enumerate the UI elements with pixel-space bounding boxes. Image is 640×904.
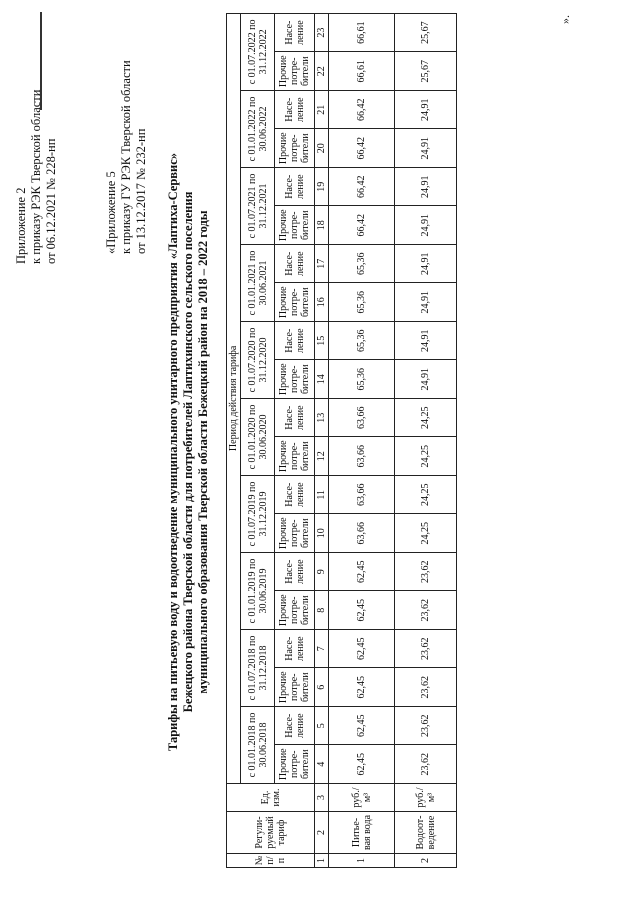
population-header: Насе-ление xyxy=(275,322,315,361)
column-number: 5 xyxy=(315,707,329,746)
column-number: 8 xyxy=(315,591,329,630)
tariff-value: 24,25 xyxy=(395,399,457,438)
period-header: с 01.07.2021 по 31.12.2021 xyxy=(241,168,275,245)
other-consumers-header: Прочие потре-бители xyxy=(275,283,315,322)
column-number: 14 xyxy=(315,360,329,399)
column-number: 18 xyxy=(315,206,329,245)
column-number: 11 xyxy=(315,476,329,515)
period-header: с 01.07.2022 по 31.12.2022 xyxy=(241,13,275,90)
tariff-value: 62,45 xyxy=(329,668,395,707)
appendix-line-2: к приказу РЭК Тверской области xyxy=(29,89,43,264)
column-number: 12 xyxy=(315,437,329,476)
col-head-tariff: Регули-руемый тариф xyxy=(227,812,315,854)
appendix-block-1 xyxy=(14,90,59,264)
other-consumers-header: Прочие потре-бители xyxy=(275,437,315,476)
column-number: 15 xyxy=(315,322,329,361)
tariff-value: 23,62 xyxy=(395,668,457,707)
column-number: 19 xyxy=(315,168,329,207)
tariff-value: 23,62 xyxy=(395,591,457,630)
population-header: Насе-ление xyxy=(275,476,315,515)
population-header: Насе-ление xyxy=(275,707,315,746)
row-number: 1 xyxy=(329,854,395,868)
other-consumers-header: Прочие потре-бители xyxy=(275,591,315,630)
tariff-value: 62,45 xyxy=(329,630,395,669)
population-header: Насе-ление xyxy=(275,630,315,669)
unit: руб./м³ xyxy=(395,784,457,812)
period-header: с 01.07.2019 по 31.12.2019 xyxy=(241,476,275,553)
appendix-line-4: «Приложение 5 xyxy=(104,171,118,254)
document-title xyxy=(166,0,211,904)
row-number: 2 xyxy=(395,854,457,868)
other-consumers-header: Прочие потре-бители xyxy=(275,514,315,553)
column-number: 23 xyxy=(315,13,329,52)
header-row-consumer-types xyxy=(275,13,315,867)
table-row xyxy=(395,13,457,867)
tariff-value: 62,45 xyxy=(329,591,395,630)
title-line-2: Бежецкого района Тверской области для потребителей Лаптихинского сельского поселения xyxy=(181,191,195,713)
tariff-value: 66,42 xyxy=(329,91,395,130)
appendix-line-3: от 06.12.2021 № 228-нп xyxy=(44,138,58,264)
appendix-line-1: Приложение 2 xyxy=(14,187,28,264)
tariff-value: 66,61 xyxy=(329,13,395,52)
tariff-value: 66,42 xyxy=(329,168,395,207)
period-header: с 01.01.2020 по 30.06.2020 xyxy=(241,399,275,476)
column-number: 10 xyxy=(315,514,329,553)
tariff-value: 24,25 xyxy=(395,476,457,515)
population-header: Насе-ление xyxy=(275,245,315,284)
appendix-line-5: к приказу ГУ РЭК Тверской области xyxy=(119,60,133,254)
other-consumers-header: Прочие потре-бители xyxy=(275,52,315,91)
tariff-table xyxy=(226,13,457,868)
column-number: 20 xyxy=(315,129,329,168)
col-head-period: Период действия тарифа xyxy=(227,13,241,783)
column-number: 3 xyxy=(315,784,329,812)
tariff-value: 24,25 xyxy=(395,514,457,553)
appendix-line-6: от 13.12.2017 № 232-нп xyxy=(134,128,148,254)
header-row-1 xyxy=(227,13,241,867)
column-number: 13 xyxy=(315,399,329,438)
period-header: с 01.01.2021 по 30.06.2021 xyxy=(241,245,275,322)
title-line-1: Тарифы на питьевую воду и водоотведение муниципального унитарного предприятия «Лаптиха-Сервис» xyxy=(166,152,180,752)
tariff-value: 25,67 xyxy=(395,13,457,52)
other-consumers-header: Прочие потре-бители xyxy=(275,360,315,399)
column-number: 1 xyxy=(315,854,329,868)
period-header: с 01.01.2019 по 30.06.2019 xyxy=(241,553,275,630)
period-header: с 01.01.2022 по 30.06.2022 xyxy=(241,91,275,168)
tariff-value: 62,45 xyxy=(329,745,395,784)
tariff-value: 24,25 xyxy=(395,437,457,476)
tariff-value: 63,66 xyxy=(329,437,395,476)
column-number: 2 xyxy=(315,812,329,854)
population-header: Насе-ление xyxy=(275,399,315,438)
tariff-value: 65,36 xyxy=(329,360,395,399)
column-number: 16 xyxy=(315,283,329,322)
col-head-unit: Ед. изм. xyxy=(227,784,315,812)
population-header: Насе-ление xyxy=(275,13,315,52)
header-row-periods xyxy=(241,13,275,867)
tariff-value: 66,42 xyxy=(329,129,395,168)
column-number: 21 xyxy=(315,91,329,130)
population-header: Насе-ление xyxy=(275,91,315,130)
other-consumers-header: Прочие потре-бители xyxy=(275,745,315,784)
column-number: 4 xyxy=(315,745,329,784)
tariff-name: Питье-вая вода xyxy=(329,812,395,854)
tariff-value: 65,36 xyxy=(329,322,395,361)
tariff-value: 66,61 xyxy=(329,52,395,91)
tariff-value: 24,91 xyxy=(395,283,457,322)
tariff-value: 23,62 xyxy=(395,553,457,592)
unit: руб./м³ xyxy=(329,784,395,812)
tariff-value: 62,45 xyxy=(329,553,395,592)
other-consumers-header: Прочие потре-бители xyxy=(275,206,315,245)
tariff-name: Водоот-ведение xyxy=(395,812,457,854)
tariff-value: 65,36 xyxy=(329,245,395,284)
closing-quote: ». xyxy=(558,15,572,24)
tariff-value: 24,91 xyxy=(395,322,457,361)
tariff-value: 24,91 xyxy=(395,91,457,130)
tariff-value: 23,62 xyxy=(395,630,457,669)
title-line-3: муниципального образования Тверской области Бежецкий район на 2018 – 2022 годы xyxy=(196,210,210,694)
column-number-row xyxy=(315,13,329,867)
tariff-value: 25,67 xyxy=(395,52,457,91)
tariff-value: 63,66 xyxy=(329,476,395,515)
tariff-value: 65,36 xyxy=(329,283,395,322)
tariff-value: 66,42 xyxy=(329,206,395,245)
tariff-value: 24,91 xyxy=(395,129,457,168)
tariff-value: 23,62 xyxy=(395,745,457,784)
column-number: 22 xyxy=(315,52,329,91)
column-number: 6 xyxy=(315,668,329,707)
appendix-block-2 xyxy=(104,60,149,254)
col-head-num: № п/п xyxy=(227,854,315,868)
population-header: Насе-ление xyxy=(275,168,315,207)
other-consumers-header: Прочие потре-бители xyxy=(275,129,315,168)
column-number: 17 xyxy=(315,245,329,284)
population-header: Насе-ление xyxy=(275,553,315,592)
tariff-value: 24,91 xyxy=(395,206,457,245)
other-consumers-header: Прочие потре-бители xyxy=(275,668,315,707)
period-header: с 01.07.2018 по 31.12.2018 xyxy=(241,630,275,707)
tariff-value: 23,62 xyxy=(395,707,457,746)
column-number: 7 xyxy=(315,630,329,669)
tariff-value: 62,45 xyxy=(329,707,395,746)
column-number: 9 xyxy=(315,553,329,592)
tariff-value: 63,66 xyxy=(329,514,395,553)
tariff-value: 24,91 xyxy=(395,168,457,207)
period-header: с 01.07.2020 по 31.12.2020 xyxy=(241,322,275,399)
period-header: с 01.01.2018 по 30.06.2018 xyxy=(241,707,275,784)
tariff-value: 24,91 xyxy=(395,360,457,399)
tariff-value: 24,91 xyxy=(395,245,457,284)
tariff-value: 63,66 xyxy=(329,399,395,438)
table-row xyxy=(329,13,395,867)
